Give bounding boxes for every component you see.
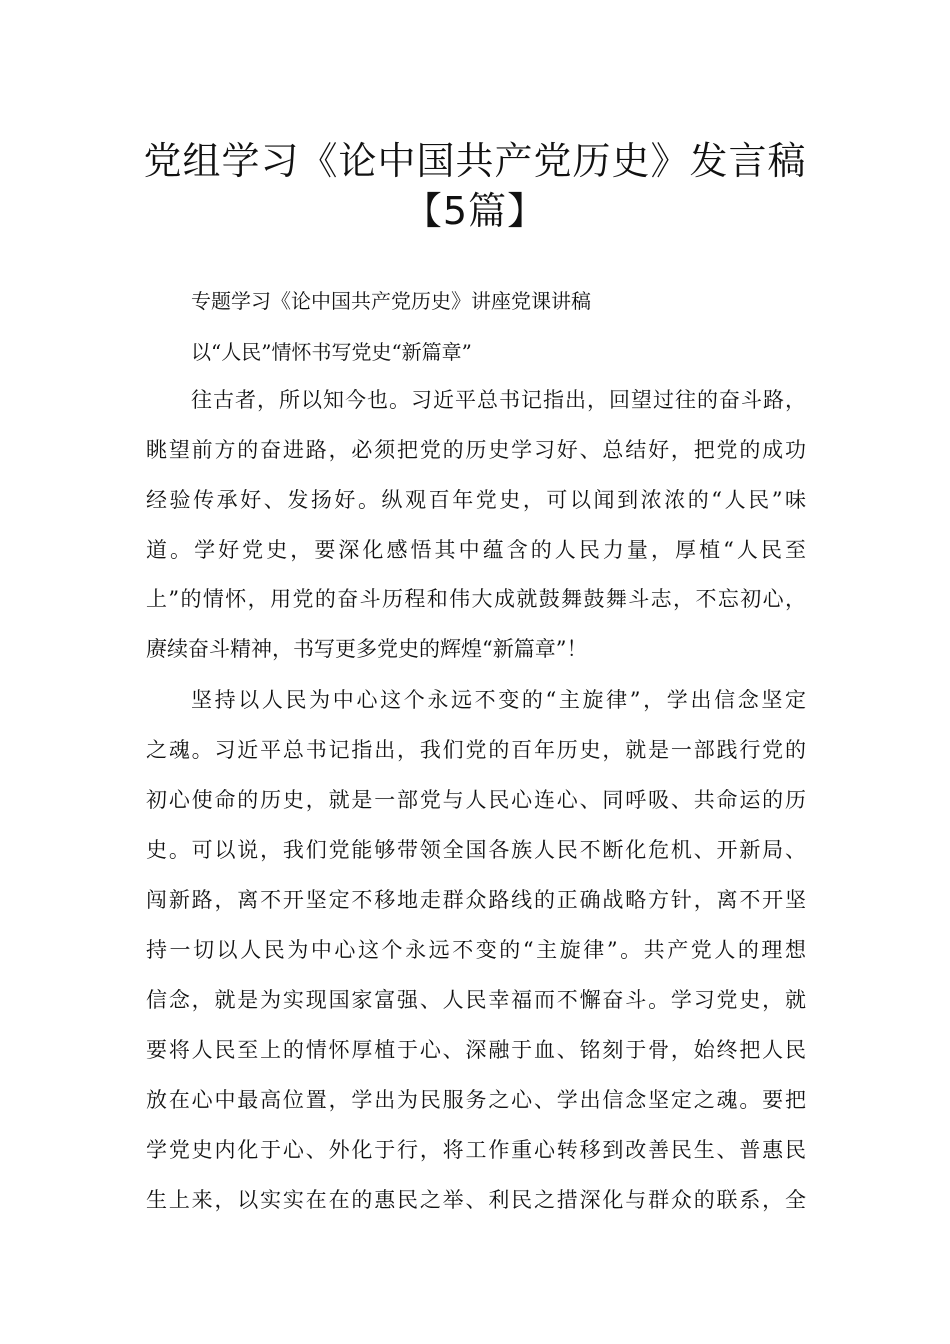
paragraph-line: 初心使命的历史，就是一部党与人民心连心、同呼吸、共命运的历 — [146, 788, 806, 812]
paragraph-line: 往古者，所以知今也。习近平总书记指出，回望过往的奋斗路， — [191, 388, 806, 412]
section-heading: 专题学习《论中国共产党历史》讲座党课讲稿 — [191, 289, 591, 313]
paragraph-line: 信念，就是为实现国家富强、人民幸福而不懈奋斗。学习党史，就 — [146, 988, 806, 1012]
document-title-line-2: 【5篇】 — [403, 189, 547, 233]
paragraph-line: 坚持以人民为中心这个永远不变的“主旋律”，学出信念坚定 — [191, 688, 806, 712]
paragraph-line: 闯新路，离不开坚定不移地走群众路线的正确战略方针，离不开坚 — [146, 888, 806, 912]
paragraph-line: 赓续奋斗精神，书写更多党史的辉煌“新篇章”！ — [146, 637, 588, 661]
paragraph-line: 道。学好党史，要深化感悟其中蕴含的人民力量，厚植“人民至 — [146, 538, 806, 562]
paragraph-line: 持一切以人民为中心这个永远不变的“主旋律”。共产党人的理想 — [146, 938, 806, 962]
paragraph-line: 史。可以说，我们党能够带领全国各族人民不断化危机、开新局、 — [146, 838, 806, 862]
paragraph-line: 生上来，以实实在在的惠民之举、利民之措深化与群众的联系，全 — [146, 1188, 806, 1212]
paragraph-line: 放在心中最高位置，学出为民服务之心、学出信念坚定之魂。要把 — [146, 1088, 806, 1112]
paragraph-line: 上”的情怀，用党的奋斗历程和伟大成就鼓舞鼓舞斗志，不忘初心， — [146, 587, 806, 611]
paragraph-line: 之魂。习近平总书记指出，我们党的百年历史，就是一部践行党的 — [146, 738, 806, 762]
article-title: 以“人民”情怀书写党史“新篇章” — [191, 340, 472, 364]
document-title-line-1: 党组学习《论中国共产党历史》发言稿 — [143, 139, 807, 183]
paragraph-line: 学党史内化于心、外化于行，将工作重心转移到改善民生、普惠民 — [146, 1138, 806, 1162]
paragraph-line: 经验传承好、发扬好。纵观百年党史，可以闻到浓浓的“人民”味 — [146, 488, 806, 512]
paragraph-line: 要将人民至上的情怀厚植于心、深融于血、铭刻于骨，始终把人民 — [146, 1038, 806, 1062]
paragraph-line: 眺望前方的奋进路，必须把党的历史学习好、总结好，把党的成功 — [146, 438, 806, 462]
